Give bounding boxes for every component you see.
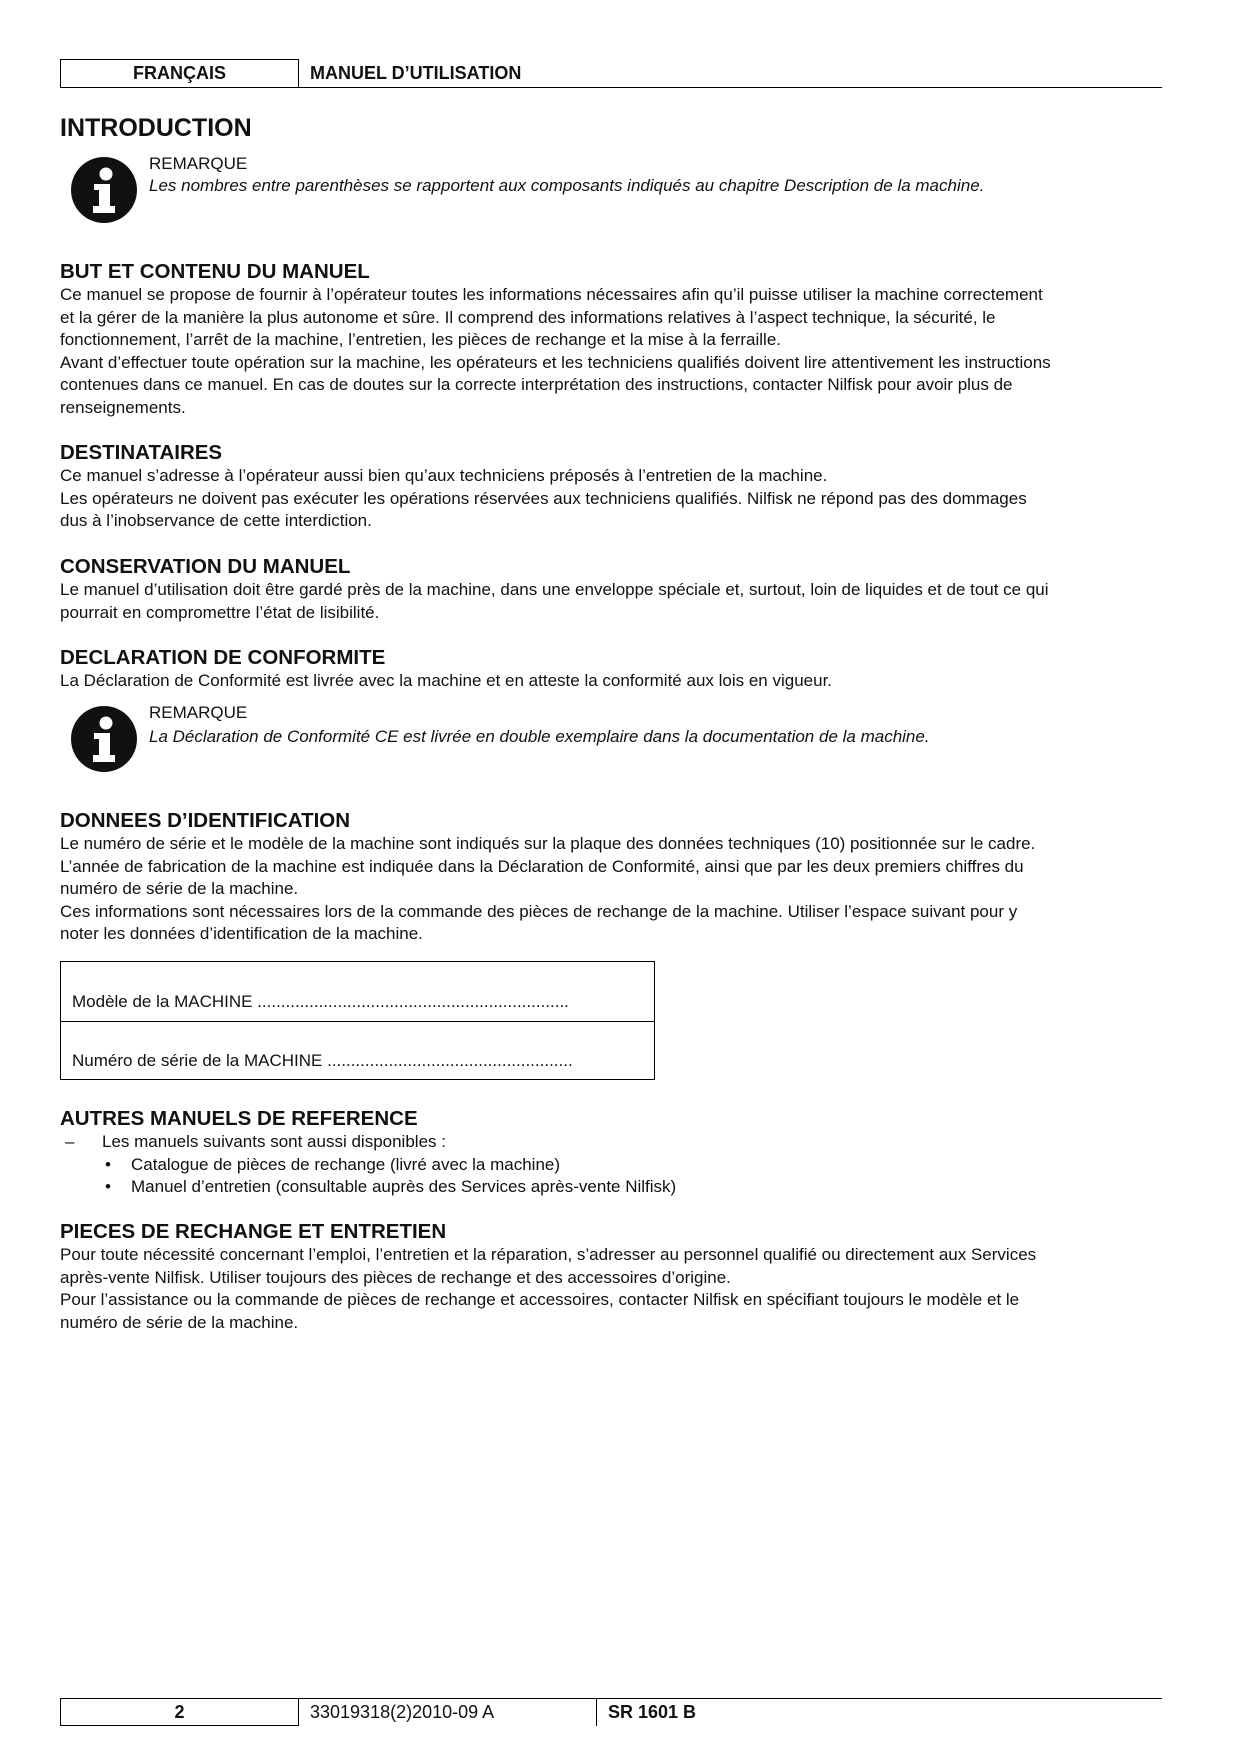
note-text: Les nombres entre parenthèses se rapportent aux composants indiqués au chapitre Description de la machine. <box>149 176 985 195</box>
section-heading: AUTRES MANUELS DE REFERENCE <box>60 1107 418 1130</box>
dash-marker: – <box>65 1132 75 1151</box>
paragraph-line: Ce manuel se propose de fournir à l’opérateur toutes les informations nécessaires afin qu’il puisse utiliser la machine correctement <box>60 285 1043 304</box>
paragraph-line: Pour toute nécessité concernant l’emploi, l’entretien et la réparation, s’adresser au personnel qualifié ou directement aux Services <box>60 1245 1037 1264</box>
paragraph-line: fonctionnement, l’arrêt de la machine, l’entretien, les pièces de rechange et la mise à la ferraille. <box>60 330 781 350</box>
paragraph-line: L’année de fabrication de la machine est indiquée dans la Déclaration de Conformité, ainsi que par les deux premiers chiffres du <box>60 856 1024 876</box>
table-divider <box>61 1021 654 1022</box>
document-code: 33019318(2)2010-09 A <box>310 1702 495 1722</box>
info-icon <box>70 156 138 224</box>
footer-separator <box>596 1698 597 1726</box>
paragraph-line: Le numéro de série et le modèle de la machine sont indiqués sur la plaque des données techniques (10) positionnée sur le cadre. <box>60 834 1036 853</box>
section-heading: DESTINATAIRES <box>60 441 223 464</box>
machine-serial-field: Numéro de série de la MACHINE .................................................... <box>72 1051 573 1070</box>
header-title: MANUEL D’UTILISATION <box>310 63 522 83</box>
paragraph-line: après-vente Nilfisk. Utiliser toujours des pièces de rechange et des accessoires d’origine. <box>60 1267 731 1287</box>
list-item-text: Catalogue de pièces de rechange (livré avec la machine) <box>131 1154 561 1174</box>
note-label: REMARQUE <box>149 703 248 722</box>
list-item <box>60 1154 1162 1177</box>
section-heading: PIECES DE RECHANGE ET ENTRETIEN <box>60 1220 447 1243</box>
paragraph-line: pourrait en compromettre l’état de lisibilité. <box>60 602 380 622</box>
section-heading: DECLARATION DE CONFORMITE <box>60 646 386 669</box>
list-item-text: Manuel d’entretien (consultable auprès des Services après-vente Nilfisk) <box>131 1177 677 1197</box>
page-title: INTRODUCTION <box>60 114 252 142</box>
page-number: 2 <box>60 1698 299 1726</box>
section-purpose <box>60 259 1162 420</box>
list-item <box>60 1176 1162 1199</box>
section-spare-parts <box>60 1219 1162 1334</box>
paragraph-line: Avant d’effectuer toute opération sur la machine, les opérateurs et les techniciens qualifiés doivent lire attentivement les instructions <box>60 352 1051 372</box>
section-other-manuals <box>60 1106 1162 1199</box>
paragraph-line: Ces informations sont nécessaires lors de la commande des pièces de rechange de la machine. Utiliser l’espace suivant pour y <box>60 901 1018 921</box>
paragraph-line: Ce manuel s’adresse à l’opérateur aussi bien qu’aux techniciens préposés à l’entretien de la machine. <box>60 466 828 485</box>
section-heading: DONNEES D’IDENTIFICATION <box>60 809 351 832</box>
info-icon <box>70 705 138 773</box>
section-declaration <box>60 645 1162 693</box>
section-recipients <box>60 440 1162 533</box>
paragraph-line: Les opérateurs ne doivent pas exécuter les opérations réservées aux techniciens qualifiés. Nilfisk ne répond pas des dommages <box>60 488 1027 508</box>
machine-model: SR 1601 B <box>608 1702 697 1722</box>
paragraph-line: numéro de série de la machine. <box>60 1312 299 1332</box>
identification-table <box>60 961 655 1080</box>
paragraph-line: La Déclaration de Conformité est livrée avec la machine et en atteste la conformité aux lois en vigueur. <box>60 671 833 690</box>
paragraph-line: noter les données d’identification de la machine. <box>60 924 423 944</box>
section-heading: BUT ET CONTENU DU MANUEL <box>60 260 370 283</box>
section-storage <box>60 554 1162 624</box>
paragraph-line: renseignements. <box>60 397 186 417</box>
paragraph-line: Le manuel d’utilisation doit être gardé près de la machine, dans une enveloppe spéciale et, surtout, loin de liquides et de tout ce qui <box>60 580 1049 599</box>
note-label: REMARQUE <box>149 154 248 173</box>
machine-model-field: Modèle de la MACHINE .................................................................. <box>72 992 569 1011</box>
list-item <box>60 1131 1162 1154</box>
paragraph-line: Pour l’assistance ou la commande de pièces de rechange et accessoires, contacter Nilfisk en spécifiant toujours le modèle et le <box>60 1290 1020 1310</box>
section-identification <box>60 808 1162 946</box>
bullet-marker: • <box>105 1177 111 1197</box>
note-text: La Déclaration de Conformité CE est livrée en double exemplaire dans la documentation de la machine. <box>149 727 930 746</box>
paragraph-line: contenues dans ce manuel. En cas de doutes sur la correcte interprétation des instructions, contacter Nilfisk pour avoir plus de <box>60 375 1013 395</box>
paragraph-line: numéro de série de la machine. <box>60 879 299 899</box>
header-language: FRANÇAIS <box>60 59 299 88</box>
bullet-marker: • <box>105 1154 111 1174</box>
section-heading: CONSERVATION DU MANUEL <box>60 555 351 578</box>
paragraph-line: dus à l’inobservance de cette interdiction. <box>60 511 372 531</box>
list-item-text: Les manuels suivants sont aussi disponibles : <box>102 1132 446 1151</box>
paragraph-line: et la gérer de la manière la plus autonome et sûre. Il comprend des informations relatives à l’aspect technique, la sécurité, le <box>60 307 996 327</box>
